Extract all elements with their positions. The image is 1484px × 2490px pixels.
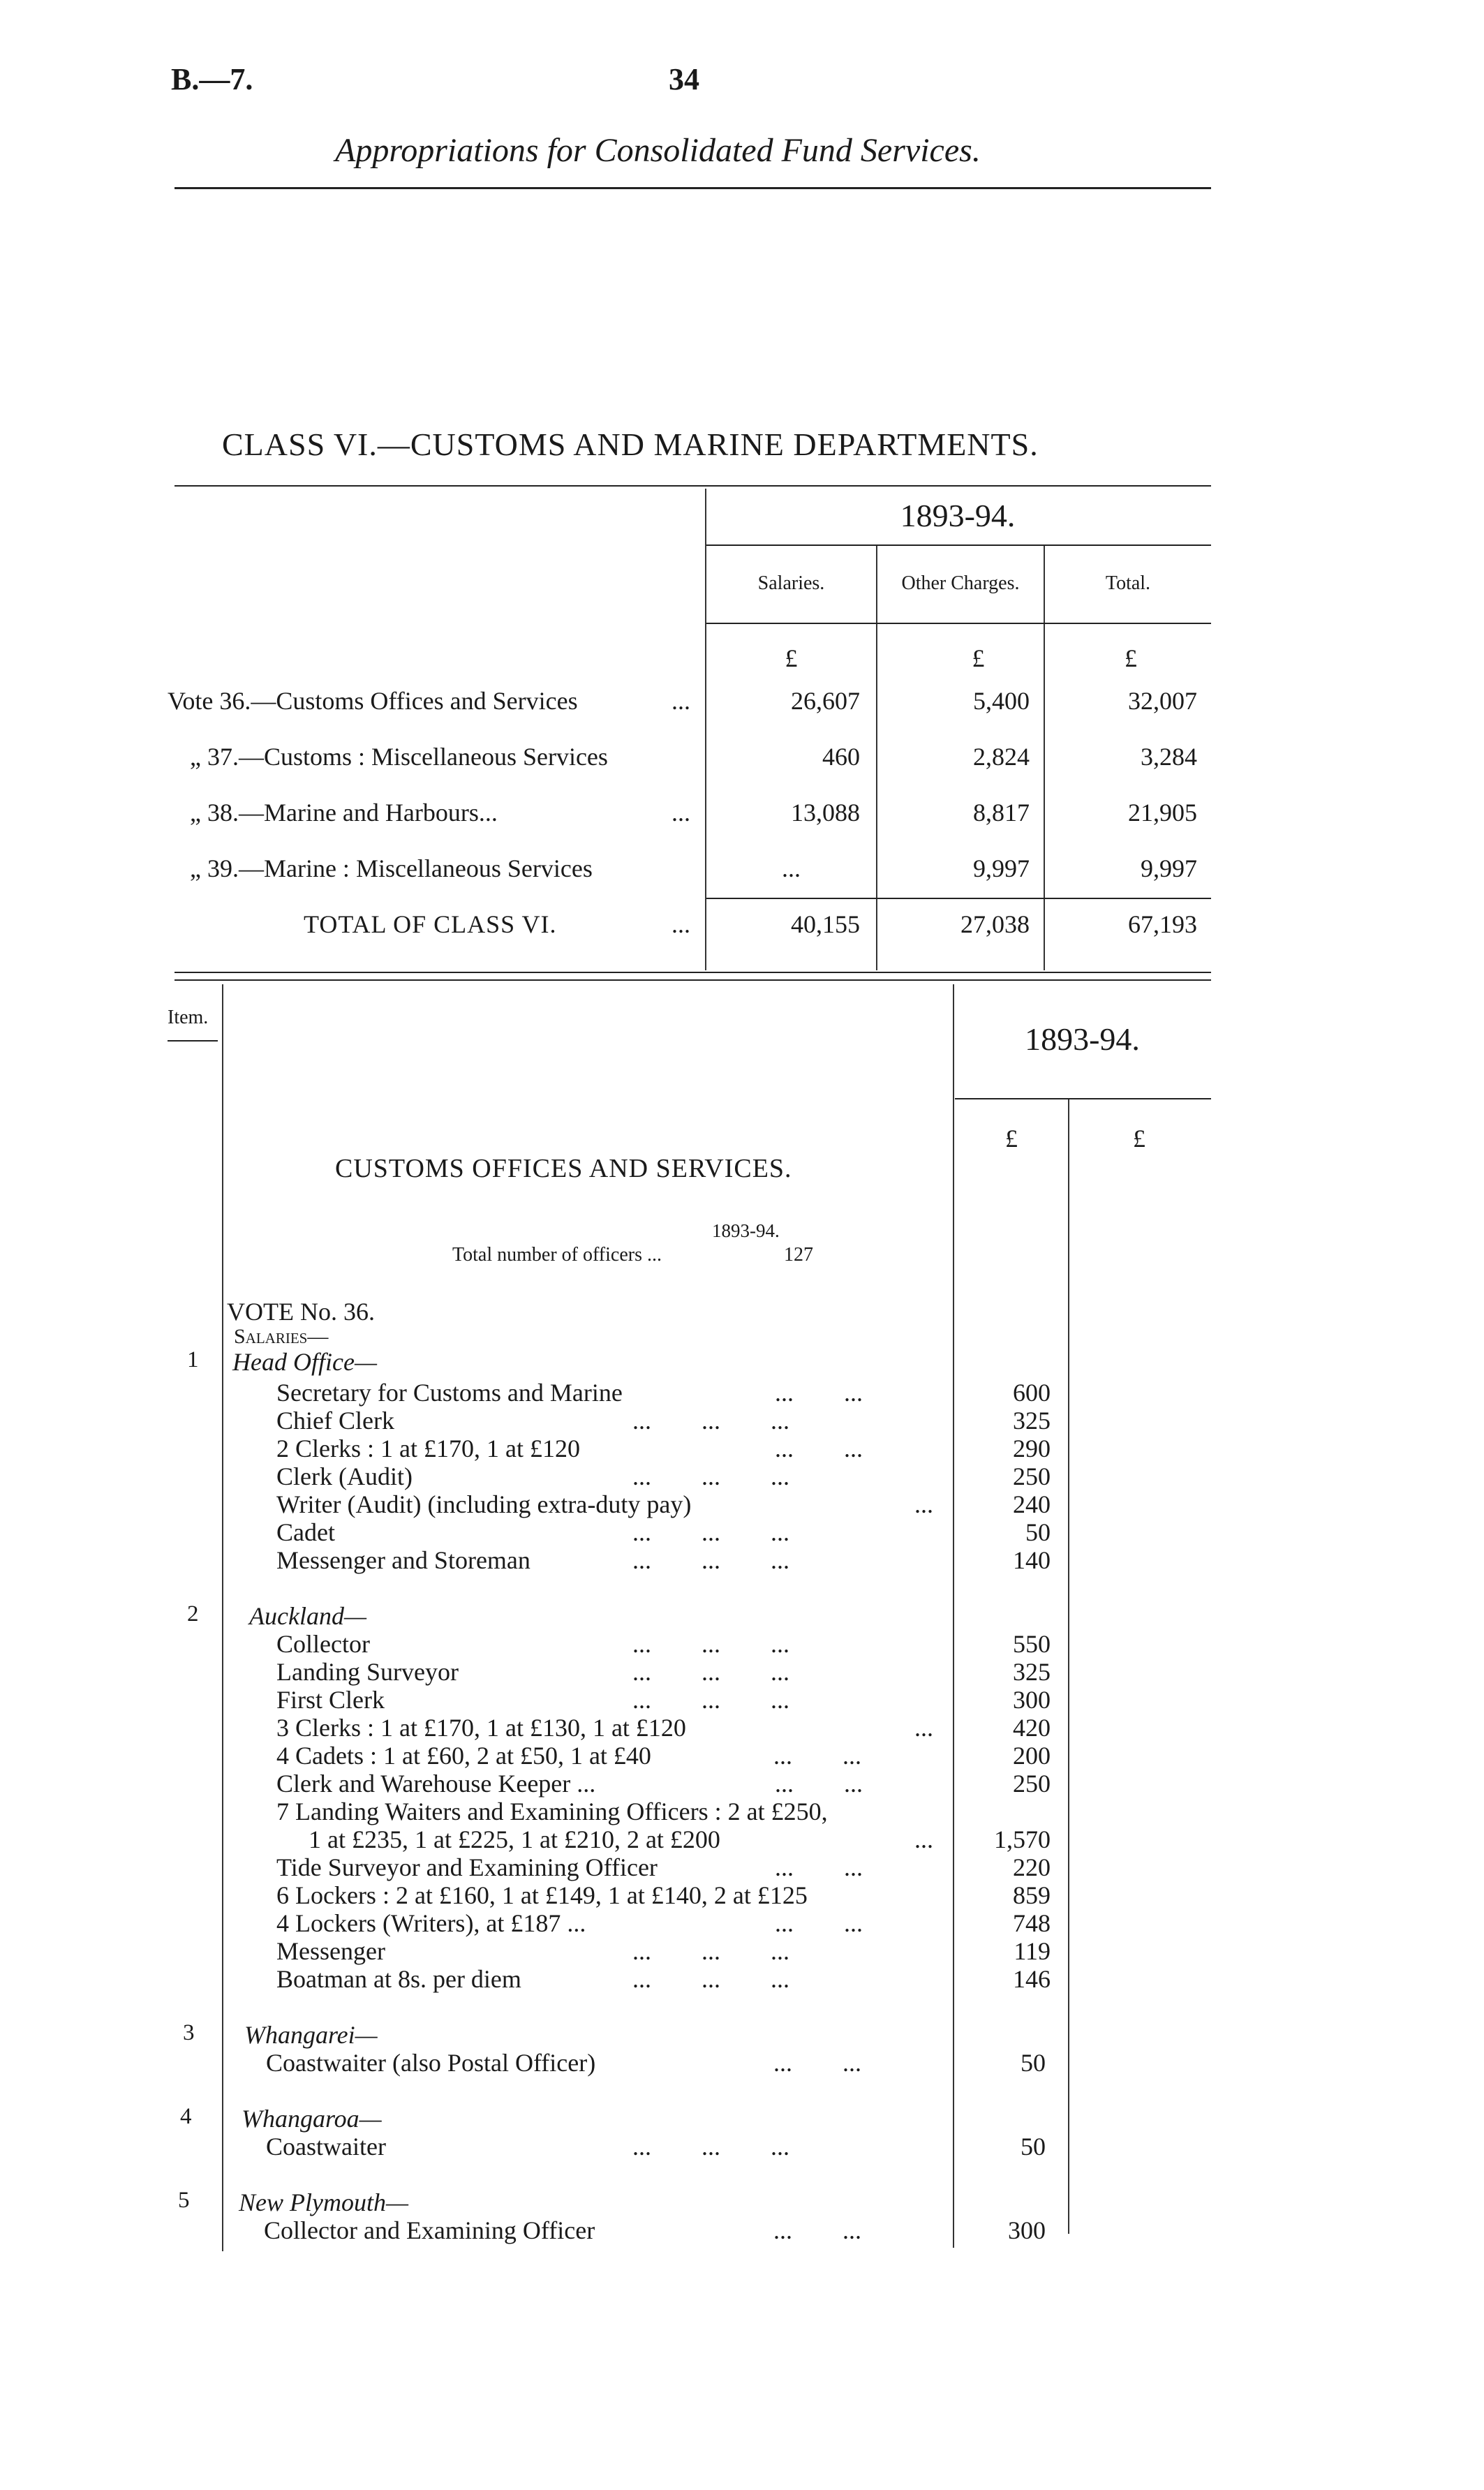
officers-label: Total number of officers ... — [452, 1244, 662, 1266]
line-item-text: Cadet — [276, 1518, 335, 1546]
detail-vline-total — [1068, 1099, 1069, 2234]
summary-total-label: TOTAL OF CLASS VI. — [304, 910, 557, 938]
group-heading: Auckland— — [249, 1602, 366, 1630]
summary-row-label: „ 39.—Marine : Miscellaneous Services — [190, 854, 593, 882]
line-item-amount: 240 — [1013, 1490, 1051, 1518]
item-number: 5 — [178, 2188, 190, 2213]
summary-row-total: 21,905 — [1128, 799, 1197, 827]
line-item-text: 1 at £235, 1 at £225, 1 at £210, 2 at £200 — [296, 1825, 720, 1853]
summary-row-other: 8,817 — [973, 799, 1030, 827]
group-heading: Head Office— — [232, 1348, 377, 1376]
summary-total-total: 67,193 — [1128, 910, 1197, 938]
line-item-dots: ... ... ... — [632, 1407, 789, 1435]
summary-row-total: 3,284 — [1141, 743, 1197, 771]
line-item-text: 4 Cadets : 1 at £60, 2 at £50, 1 at £40 — [276, 1742, 651, 1770]
summary-row-other: 5,400 — [973, 687, 1030, 715]
line-item-amount: 1,570 — [994, 1825, 1051, 1853]
line-item-dots: ... ... — [775, 1853, 863, 1881]
line-item-amount: 550 — [1013, 1630, 1051, 1658]
line-item-amount: 325 — [1013, 1658, 1051, 1686]
line-item-amount: 300 — [1013, 1686, 1051, 1714]
summary-row-label: Vote 36.—Customs Offices and Services — [168, 687, 578, 715]
summary-bottom-rule-2 — [175, 979, 1211, 981]
line-item-dots: ... ... — [773, 1742, 861, 1770]
currency-other: £ — [972, 644, 985, 672]
line-item-text: First Clerk — [276, 1686, 385, 1714]
detail-vline-amount — [953, 984, 954, 2248]
detail-vline-item — [222, 984, 223, 2251]
col-salaries-header: Salaries. — [757, 572, 825, 594]
summary-colhead-rule — [706, 623, 1211, 624]
line-item-dots: ... ... ... — [632, 2133, 789, 2161]
line-item-text: Messenger and Storeman — [276, 1546, 530, 1574]
summary-year: 1893-94. — [900, 498, 1016, 533]
detail-year: 1893-94. — [1025, 1021, 1140, 1057]
line-item-dots: ... ... — [775, 1435, 863, 1462]
currency-salaries: £ — [785, 644, 798, 672]
summary-row-total: 9,997 — [1141, 854, 1197, 882]
line-item-dots: ... ... ... — [632, 1630, 789, 1658]
class-title: CLASS VI.—CUSTOMS AND MARINE DEPARTMENTS. — [222, 427, 1039, 462]
line-item-text: Collector and Examining Officer — [264, 2216, 595, 2244]
item-number: 4 — [180, 2104, 192, 2129]
line-item-amount: 325 — [1013, 1407, 1051, 1435]
line-item-text: Chief Clerk — [276, 1407, 394, 1435]
summary-row-other: 2,824 — [973, 743, 1030, 771]
line-item-dots: ... ... ... — [632, 1462, 789, 1490]
line-item-text: Clerk (Audit) — [276, 1462, 413, 1490]
summary-row-label: „ 37.—Customs : Miscellaneous Services — [190, 743, 608, 771]
line-item-amount: 220 — [1013, 1853, 1051, 1881]
line-item-text: Boatman at 8s. per diem — [276, 1965, 521, 1993]
line-item-text: 7 Landing Waiters and Examining Officers : 2 at £250, — [276, 1798, 828, 1825]
detail-year-rule — [955, 1098, 1211, 1099]
item-header: Item. — [168, 1007, 209, 1028]
line-item-text: Clerk and Warehouse Keeper ... — [276, 1770, 596, 1798]
item-header-rule — [168, 1040, 218, 1042]
salaries-label: Salaries— — [234, 1325, 329, 1348]
page-ref: B.—7. — [171, 62, 253, 96]
summary-year-rule — [706, 544, 1211, 546]
line-item-amount: 600 — [1013, 1379, 1051, 1407]
summary-row-total: 32,007 — [1128, 687, 1197, 715]
section-title: CUSTOMS OFFICES AND SERVICES. — [335, 1154, 792, 1183]
line-item-amount: 119 — [1014, 1937, 1051, 1965]
summary-total-other: 27,038 — [960, 910, 1030, 938]
group-heading: Whangarei— — [244, 2021, 378, 2049]
line-item-text: 2 Clerks : 1 at £170, 1 at £120 — [276, 1435, 580, 1462]
item-number: 2 — [187, 1601, 199, 1626]
line-item-dots: ... ... — [775, 1909, 863, 1937]
officers-year: 1893-94. — [712, 1220, 780, 1241]
line-item-text: 4 Lockers (Writers), at £187 ... — [276, 1909, 586, 1937]
line-item-dots: ... ... ... — [632, 1546, 789, 1574]
line-item-amount: 250 — [1013, 1462, 1051, 1490]
line-item-amount: 50 — [1021, 2049, 1046, 2077]
line-item-amount: 50 — [1025, 1518, 1051, 1546]
line-item-dots: ... — [914, 1714, 933, 1742]
line-item-text: Messenger — [276, 1937, 385, 1965]
line-item-text: 3 Clerks : 1 at £170, 1 at £130, 1 at £120 — [276, 1714, 686, 1742]
line-item-amount: 140 — [1013, 1546, 1051, 1574]
currency-total: £ — [1125, 644, 1137, 672]
summary-bottom-rule-1 — [175, 972, 1211, 973]
summary-row-salaries: 26,607 — [791, 687, 860, 715]
line-item-amount: 146 — [1013, 1965, 1051, 1993]
line-item-text: 6 Lockers : 2 at £160, 1 at £149, 1 at £140, 2 at £125 — [276, 1881, 808, 1909]
officers-count: 127 — [784, 1244, 813, 1266]
line-item-dots: ... ... — [773, 2216, 861, 2244]
line-item-text: Writer (Audit) (including extra-duty pay) — [276, 1490, 692, 1518]
line-item-amount: 250 — [1013, 1770, 1051, 1798]
summary-row-salaries: 460 — [822, 743, 860, 771]
detail-currency-1: £ — [1005, 1125, 1018, 1153]
line-item-text: Tide Surveyor and Examining Officer — [276, 1853, 658, 1881]
line-item-dots: ... — [914, 1490, 933, 1518]
col-total-header: Total. — [1105, 572, 1151, 594]
summary-row-label: „ 38.—Marine and Harbours... — [190, 799, 498, 827]
line-item-amount: 290 — [1013, 1435, 1051, 1462]
line-item-dots: ... ... ... — [632, 1658, 789, 1686]
line-item-amount: 748 — [1013, 1909, 1051, 1937]
page-subtitle: Appropriations for Consolidated Fund Services. — [335, 132, 981, 169]
line-item-text: Collector — [276, 1630, 370, 1658]
line-item-dots: ... ... ... — [632, 1937, 789, 1965]
summary-total-salaries: 40,155 — [791, 910, 860, 938]
summary-top-rule — [175, 485, 1211, 487]
col-other-header: Other Charges. — [901, 572, 1020, 594]
summary-total-dots: ... — [671, 910, 690, 938]
summary-row-salaries: ... — [782, 854, 801, 882]
line-item-amount: 300 — [1008, 2216, 1046, 2244]
line-item-dots: ... ... ... — [632, 1965, 789, 1993]
line-item-amount: 50 — [1021, 2133, 1046, 2161]
line-item-text: Landing Surveyor — [276, 1658, 459, 1686]
group-heading: New Plymouth— — [239, 2188, 408, 2216]
item-number: 1 — [187, 1347, 199, 1372]
summary-row-dots: ... — [671, 687, 690, 715]
summary-row-salaries: 13,088 — [791, 799, 860, 827]
summary-row-other: 9,997 — [973, 854, 1030, 882]
line-item-text: Coastwaiter (also Postal Officer) — [266, 2049, 596, 2077]
page-number: 34 — [669, 62, 699, 96]
header-rule — [175, 187, 1211, 189]
line-item-dots: ... ... ... — [632, 1686, 789, 1714]
line-item-amount: 200 — [1013, 1742, 1051, 1770]
line-item-amount: 859 — [1013, 1881, 1051, 1909]
summary-total-rule — [706, 898, 1211, 899]
line-item-dots: ... ... — [773, 2049, 861, 2077]
line-item-dots: ... ... — [775, 1770, 863, 1798]
line-item-dots: ... — [914, 1825, 933, 1853]
vote-label: VOTE No. 36. — [227, 1298, 375, 1326]
item-number: 3 — [183, 2020, 195, 2045]
detail-currency-2: £ — [1133, 1125, 1145, 1153]
summary-row-dots: ... — [671, 799, 690, 827]
line-item-text: Coastwaiter — [266, 2133, 386, 2161]
line-item-dots: ... ... ... — [632, 1518, 789, 1546]
line-item-dots: ... ... — [775, 1379, 863, 1407]
group-heading: Whangaroa— — [242, 2105, 382, 2133]
line-item-amount: 420 — [1013, 1714, 1051, 1742]
line-item-text: Secretary for Customs and Marine — [276, 1379, 623, 1407]
